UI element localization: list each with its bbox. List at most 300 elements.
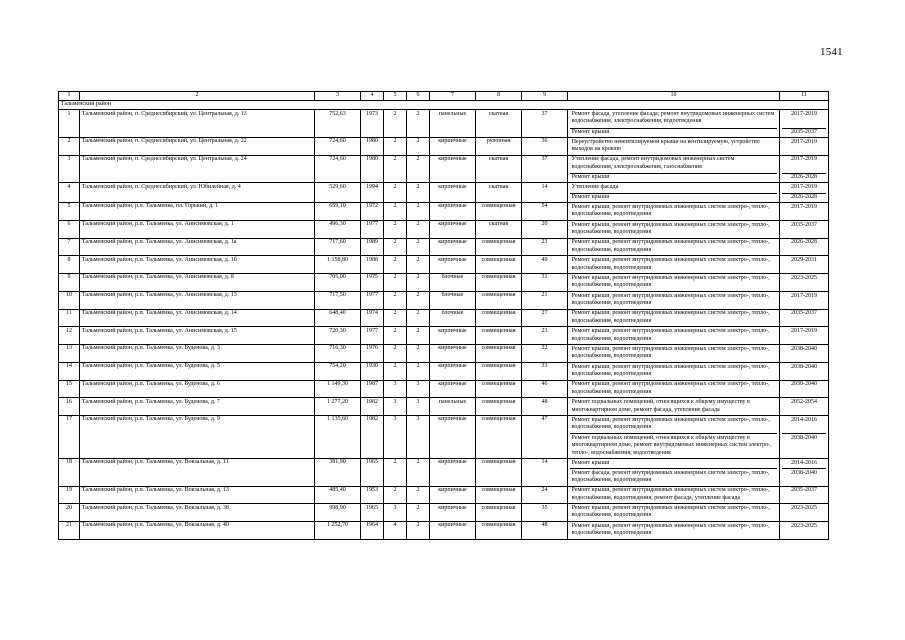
work-item: Ремонт фасада, ремонт внутридомовых инженерных систем электро-, тепло-, водоснабжения, водоотведения	[571, 469, 770, 483]
work-period: 2052-2054	[791, 399, 817, 406]
wall-material-cell: кирпичные	[430, 504, 476, 522]
area-cell: 1 135,60	[315, 416, 361, 459]
apartments-cell: 20	[522, 220, 568, 238]
entrances-cell: 2	[407, 183, 430, 203]
work-item: Ремонт крыши	[571, 194, 610, 201]
work-item: Ремонт крыши, ремонт внутридомовых инженерных систем электро-, тепло-, водоснабжения, водоотведения	[571, 310, 770, 324]
period-cell	[780, 458, 829, 486]
period-cell	[780, 238, 829, 256]
period-cell	[780, 203, 829, 221]
table-row	[59, 380, 829, 398]
floors-cell: 2	[384, 238, 407, 256]
row-number: 21	[59, 522, 80, 540]
address-cell: Тальменский район, р.п. Тальменка, ул. Буденова, д. 7	[80, 398, 315, 416]
table-row	[59, 183, 829, 203]
address-cell: Тальменский район, р.п. Тальменка, ул. Вокзальная, д. 40	[80, 522, 315, 540]
apartments-cell: 33	[522, 362, 568, 380]
wall-material-cell: кирпичные	[430, 183, 476, 203]
entrances-cell: 3	[407, 416, 430, 459]
period-cell	[780, 309, 829, 327]
apartments-cell: 14	[522, 458, 568, 486]
area-cell: 724,60	[315, 137, 361, 155]
row-number: 7	[59, 238, 80, 256]
address-cell: Тальменский район, р.п. Тальменка, ул. Анисимовская, д. 1	[80, 220, 315, 238]
work-period: 2014-2016	[782, 416, 826, 434]
address-cell: Тальменский район, р.п. Тальменка, пл. Горький, д. 1	[80, 203, 315, 221]
table-row	[59, 238, 829, 256]
row-number: 5	[59, 203, 80, 221]
entrances-cell: 2	[407, 486, 430, 504]
roof-type-cell: совмещенная	[476, 380, 522, 398]
period-cell	[780, 380, 829, 398]
work-period: 2038-2040	[791, 345, 817, 352]
work-period: 2017-2019	[782, 111, 826, 129]
apartments-cell: 47	[522, 416, 568, 459]
year-cell: 1977	[361, 291, 384, 309]
row-number: 8	[59, 256, 80, 274]
works-cell	[568, 345, 780, 363]
section-header-row	[59, 101, 829, 110]
roof-type-cell: скатная	[476, 183, 522, 203]
wall-material-cell: блочные	[430, 291, 476, 309]
wall-material-cell: панельные	[430, 398, 476, 416]
period-cell	[780, 256, 829, 274]
work-period: 2017-2019	[782, 184, 826, 194]
column-number: 7	[430, 92, 476, 101]
year-cell: 1930	[361, 362, 384, 380]
wall-material-cell: кирпичные	[430, 458, 476, 486]
entrances-cell: 2	[407, 137, 430, 155]
period-cell	[780, 398, 829, 416]
address-cell: Тальменский район, р.п. Тальменка, ул. Буденова, д. 5	[80, 362, 315, 380]
work-item: Ремонт крыши, ремонт внутридомовых инженерных систем электро-, тепло-, водоснабжения, водоотведения	[571, 257, 770, 271]
housing-register-table	[58, 91, 829, 540]
table-row	[59, 398, 829, 416]
wall-material-cell: блочные	[430, 274, 476, 292]
wall-material-cell: кирпичные	[430, 256, 476, 274]
area-cell: 1 158,80	[315, 256, 361, 274]
entrances-cell: 2	[407, 458, 430, 486]
column-number: 1	[59, 92, 80, 101]
apartments-cell: 27	[522, 309, 568, 327]
address-cell: Тальменский район, р.п. Тальменка, ул. Анисимовская, д. 13	[80, 291, 315, 309]
roof-type-cell: совмещенная	[476, 362, 522, 380]
floors-cell: 2	[384, 203, 407, 221]
work-period: 2035-2037	[791, 221, 817, 228]
area-cell: 752,63	[315, 110, 361, 138]
roof-type-cell: совмещенная	[476, 291, 522, 309]
work-period: 2023-2025	[791, 505, 817, 512]
work-period: 2023-2025	[791, 522, 817, 529]
work-item: Ремонт крыши, ремонт внутридомовых инженерных систем электро-, тепло-, водоснабжения, водоотведения	[571, 505, 770, 519]
floors-cell: 3	[384, 416, 407, 459]
table-row	[59, 345, 829, 363]
area-cell: 485,40	[315, 486, 361, 504]
roof-type-cell: совмещенная	[476, 458, 522, 486]
work-item: Ремонт крыши, ремонт внутридомовых инженерных систем электро-, тепло-, водоснабжения, водоотведения	[571, 522, 770, 537]
area-cell: 998,90	[315, 504, 361, 522]
area-cell: 381,90	[315, 458, 361, 486]
row-number: 11	[59, 309, 80, 327]
row-number: 13	[59, 345, 80, 363]
floors-cell: 2	[384, 220, 407, 238]
roof-type-cell: совмещенная	[476, 274, 522, 292]
roof-type-cell: совмещенная	[476, 238, 522, 256]
floors-cell: 2	[384, 458, 407, 486]
roof-type-cell: скатная	[476, 220, 522, 238]
wall-material-cell: кирпичные	[430, 522, 476, 540]
row-number: 9	[59, 274, 80, 292]
wall-material-cell: кирпичные	[430, 137, 476, 155]
work-item: Ремонт крыши	[571, 174, 610, 181]
work-item: Ремонт крыши, ремонт внутридомовых инженерных систем электро-, тепло-, водоснабжения, водоотведения	[571, 239, 770, 253]
period-cell	[780, 416, 829, 459]
roof-type-cell: совмещенная	[476, 327, 522, 345]
period-cell	[780, 504, 829, 522]
wall-material-cell: блочные	[430, 309, 476, 327]
roof-type-cell: совмещенная	[476, 416, 522, 459]
floors-cell: 2	[384, 309, 407, 327]
table-row	[59, 504, 829, 522]
section-title: Тальменский район	[59, 101, 829, 110]
table-row	[59, 203, 829, 221]
work-period: 2014-2016	[782, 459, 826, 469]
work-period: 2035-2037	[791, 487, 817, 494]
table-row	[59, 137, 829, 155]
address-cell: Тальменский район, р.п. Тальменка, ул. Анисимовская, д. 1а	[80, 238, 315, 256]
year-cell: 1977	[361, 220, 384, 238]
apartments-cell: 21	[522, 291, 568, 309]
entrances-cell: 3	[407, 380, 430, 398]
address-cell: Тальменский район, п. Среднесибирский, ул. Центральная, д. 13	[80, 110, 315, 138]
entrances-cell: 2	[407, 274, 430, 292]
year-cell: 1974	[361, 309, 384, 327]
year-cell: 1975	[361, 274, 384, 292]
work-period: 2026-2028	[791, 194, 817, 201]
works-cell	[568, 380, 780, 398]
roof-type-cell: совмещенная	[476, 203, 522, 221]
work-period: 2026-2028	[791, 239, 817, 246]
address-cell: Тальменский район, р.п. Тальменка, ул. Анисимовская, д. 1б	[80, 256, 315, 274]
work-item: Ремонт крыши, ремонт внутридомовых инженерных систем электро-, тепло-, водоснабжения, водоотведения	[571, 381, 770, 395]
work-period: 2038-2040	[791, 469, 817, 476]
floors-cell: 3	[384, 504, 407, 522]
works-cell	[568, 416, 780, 459]
work-item: Ремонт крыши	[571, 128, 610, 135]
year-cell: 1973	[361, 110, 384, 138]
floors-cell: 2	[384, 486, 407, 504]
column-number: 9	[522, 92, 568, 101]
area-cell: 1 252,70	[315, 522, 361, 540]
work-period: 2038-2040	[791, 434, 817, 441]
wall-material-cell: кирпичные	[430, 416, 476, 459]
address-cell: Тальменский район, р.п. Тальменка, ул. Вокзальная, д. 11	[80, 458, 315, 486]
column-number: 10	[568, 92, 780, 101]
work-item: Ремонт подвальных помещений, относящихся к общему имуществу в многоквартирном доме, ремонт фасада, утепление фасада	[571, 399, 750, 413]
works-cell	[568, 504, 780, 522]
works-cell	[568, 291, 780, 309]
works-cell	[568, 398, 780, 416]
address-cell: Тальменский район, п. Среднесибирский, ул. Центральная, д. 22	[80, 137, 315, 155]
work-item: Ремонт крыши, ремонт внутридомовых инженерных систем электро-, тепло-, водоснабжения, водоотведения	[571, 363, 770, 378]
floors-cell: 2	[384, 155, 407, 183]
work-period: 2035-2037	[791, 310, 817, 317]
year-cell: 1977	[361, 327, 384, 345]
work-period: 2017-2019	[791, 328, 817, 335]
address-cell: Тальменский район, р.п. Тальменка, ул. Буденова, д. 6	[80, 380, 315, 398]
apartments-cell: 23	[522, 327, 568, 345]
table-row	[59, 416, 829, 459]
area-cell: 496,30	[315, 220, 361, 238]
work-item: Ремонт подвальных помещений, относящихся к общему имуществу в многоквартирном доме, ремонт внутридомовых инженерных систем электро-, тепло-, водоснабжения, водоотведения	[571, 434, 772, 456]
year-cell: 1994	[361, 183, 384, 203]
period-cell	[780, 183, 829, 203]
work-item: Ремонт крыши, ремонт внутридомовых инженерных систем электро-, тепло-, водоснабжения, водоотведения	[571, 345, 770, 360]
row-number: 10	[59, 291, 80, 309]
address-cell: Тальменский район, р.п. Тальменка, ул. Вокзальная, д. 13	[80, 486, 315, 504]
year-cell: 1982	[361, 398, 384, 416]
table-row	[59, 362, 829, 380]
work-item: Ремонт фасада, утепление фасада; ремонт внутридомовых инженерных систем водоснабжения, электроснабжения, водоотведения	[570, 111, 777, 129]
roof-type-cell: совмещенная	[476, 309, 522, 327]
works-cell	[568, 183, 780, 203]
roof-type-cell: совмещенная	[476, 522, 522, 540]
period-cell	[780, 291, 829, 309]
address-cell: Тальменский район, п. Среднесибирский, ул. Центральная, д. 24	[80, 155, 315, 183]
floors-cell: 2	[384, 137, 407, 155]
address-cell: Тальменский район, р.п. Тальменка, ул. Буденова, д. 3	[80, 345, 315, 363]
work-item: Ремонт крыши, ремонт внутридомовых инженерных систем электро-, тепло-, водоснабжения, водоотведения	[571, 274, 770, 289]
apartments-cell: 46	[522, 380, 568, 398]
area-cell: 720,30	[315, 327, 361, 345]
works-cell	[568, 238, 780, 256]
column-number: 5	[384, 92, 407, 101]
address-cell: Тальменский район, п. Среднесибирский, ул. Юбилейная, д. 4	[80, 183, 315, 203]
works-cell	[568, 274, 780, 292]
table-row	[59, 220, 829, 238]
entrances-cell: 2	[407, 203, 430, 221]
column-number: 2	[80, 92, 315, 101]
wall-material-cell: кирпичные	[430, 220, 476, 238]
period-cell	[780, 327, 829, 345]
row-number: 4	[59, 183, 80, 203]
apartments-cell: 36	[522, 137, 568, 155]
address-cell: Тальменский район, р.п. Тальменка, ул. Анисимовская, д. 15	[80, 327, 315, 345]
entrances-cell: 2	[407, 522, 430, 540]
wall-material-cell: кирпичные	[430, 345, 476, 363]
year-cell: 1987	[361, 380, 384, 398]
address-cell: Тальменский район, р.п. Тальменка, ул. Вокзальная, д. 38	[80, 504, 315, 522]
wall-material-cell: кирпичные	[430, 327, 476, 345]
apartments-cell: 14	[522, 183, 568, 203]
works-cell	[568, 522, 780, 540]
apartments-cell: 37	[522, 155, 568, 183]
area-cell: 754,20	[315, 362, 361, 380]
roof-type-cell: скатная	[476, 110, 522, 138]
year-cell: 1980	[361, 137, 384, 155]
table-row	[59, 110, 829, 138]
floors-cell: 2	[384, 183, 407, 203]
year-cell: 1964	[361, 522, 384, 540]
area-cell: 648,40	[315, 309, 361, 327]
area-cell: 716,30	[315, 345, 361, 363]
entrances-cell: 2	[407, 345, 430, 363]
roof-type-cell: совмещенная	[476, 504, 522, 522]
roof-type-cell: совмещенная	[476, 345, 522, 363]
apartments-cell: 37	[522, 110, 568, 138]
table-row	[59, 274, 829, 292]
apartments-cell: 24	[522, 486, 568, 504]
work-period: 2017-2019	[791, 292, 817, 299]
row-number: 14	[59, 362, 80, 380]
row-number: 15	[59, 380, 80, 398]
works-cell	[568, 256, 780, 274]
roof-type-cell: скатная	[476, 155, 522, 183]
entrances-cell: 2	[407, 220, 430, 238]
period-cell	[780, 274, 829, 292]
entrances-cell: 2	[407, 256, 430, 274]
work-item: Ремонт крыши, ремонт внутридомовых инженерных систем электро-, тепло-, водоснабжения, водоотведения, ремонт фасада, утепление фасада	[571, 487, 770, 501]
work-period: 2023-2025	[791, 274, 817, 281]
year-cell: 1972	[361, 203, 384, 221]
row-number: 6	[59, 220, 80, 238]
wall-material-cell: кирпичные	[430, 238, 476, 256]
table-row	[59, 458, 829, 486]
work-item: Утепление фасада, ремонт внутридомовых инженерных систем водоснабжения, электроснабжения, газоснабжения	[570, 156, 777, 174]
apartments-cell: 54	[522, 203, 568, 221]
apartments-cell: 23	[522, 238, 568, 256]
column-number: 6	[407, 92, 430, 101]
work-item: Ремонт крыши, ремонт внутридомовых инженерных систем электро-, тепло-, водоснабжения, водоотведения	[571, 221, 770, 236]
column-number: 3	[315, 92, 361, 101]
wall-material-cell: кирпичные	[430, 362, 476, 380]
works-cell	[568, 327, 780, 345]
table-row	[59, 522, 829, 540]
area-cell: 1 149,30	[315, 380, 361, 398]
work-period: 2035-2037	[791, 128, 817, 135]
area-cell: 1 277,20	[315, 398, 361, 416]
roof-type-cell: совмещенная	[476, 486, 522, 504]
roof-type-cell: совмещенная	[476, 398, 522, 416]
floors-cell: 3	[384, 398, 407, 416]
apartments-cell: 49	[522, 256, 568, 274]
area-cell: 724,60	[315, 155, 361, 183]
apartments-cell: 48	[522, 398, 568, 416]
column-number: 4	[361, 92, 384, 101]
roof-type-cell: совмещенная	[476, 256, 522, 274]
entrances-cell: 2	[407, 291, 430, 309]
work-period: 2017-2019	[791, 138, 817, 145]
floors-cell: 2	[384, 274, 407, 292]
work-period: 2017-2019	[782, 156, 826, 174]
period-cell	[780, 110, 829, 138]
table-row	[59, 486, 829, 504]
year-cell: 1976	[361, 345, 384, 363]
row-number: 1	[59, 110, 80, 138]
page-number: 1541	[820, 46, 843, 58]
address-cell: Тальменский район, р.п. Тальменка, ул. Анисимовская, д. 8	[80, 274, 315, 292]
period-cell	[780, 220, 829, 238]
table-row	[59, 256, 829, 274]
entrances-cell: 2	[407, 362, 430, 380]
work-item: Ремонт крыши, ремонт внутридомовых инженерных систем электро-, тепло-, водоснабжения, водоотведения	[571, 328, 770, 342]
floors-cell: 3	[384, 380, 407, 398]
works-cell	[568, 362, 780, 380]
apartments-cell: 31	[522, 274, 568, 292]
works-cell	[568, 203, 780, 221]
table-row	[59, 309, 829, 327]
period-cell	[780, 155, 829, 183]
row-number: 2	[59, 137, 80, 155]
table-row	[59, 327, 829, 345]
floors-cell: 2	[384, 110, 407, 138]
table-row	[59, 155, 829, 183]
work-period: 2029-2031	[791, 257, 817, 264]
period-cell	[780, 486, 829, 504]
address-cell: Тальменский район, р.п. Тальменка, ул. Анисимовская, д. 14	[80, 309, 315, 327]
entrances-cell: 2	[407, 504, 430, 522]
apartments-cell: 48	[522, 522, 568, 540]
works-cell	[568, 110, 780, 138]
row-number: 20	[59, 504, 80, 522]
entrances-cell: 2	[407, 110, 430, 138]
row-number: 17	[59, 416, 80, 459]
year-cell: 1965	[361, 504, 384, 522]
entrances-cell: 2	[407, 238, 430, 256]
works-cell	[568, 458, 780, 486]
year-cell: 1982	[361, 416, 384, 459]
work-period: 2026-2028	[791, 174, 817, 181]
year-cell: 1988	[361, 256, 384, 274]
work-item: Ремонт крыши, ремонт внутридомовых инженерных систем электро-, тепло-, водоснабжения, водоотведения	[570, 416, 777, 434]
period-cell	[780, 362, 829, 380]
floors-cell: 2	[384, 362, 407, 380]
apartments-cell: 22	[522, 345, 568, 363]
wall-material-cell: кирпичные	[430, 486, 476, 504]
entrances-cell: 2	[407, 155, 430, 183]
entrances-cell: 3	[407, 398, 430, 416]
work-item: Переустройство невентилируемой крыши на вентилируемую, устройство выходов на кровлю	[571, 138, 760, 153]
apartments-cell: 35	[522, 504, 568, 522]
work-item: Ремонт крыши, ремонт внутридомовых инженерных систем электро-, тепло-, водоснабжения, водоотведения	[571, 203, 770, 218]
wall-material-cell: кирпичные	[430, 380, 476, 398]
row-number: 16	[59, 398, 80, 416]
year-cell: 1965	[361, 458, 384, 486]
work-item: Утепление фасада	[570, 184, 777, 194]
area-cell: 659,10	[315, 203, 361, 221]
entrances-cell: 2	[407, 327, 430, 345]
entrances-cell: 2	[407, 309, 430, 327]
year-cell: 1989	[361, 238, 384, 256]
works-cell	[568, 309, 780, 327]
floors-cell: 2	[384, 256, 407, 274]
area-cell: 529,60	[315, 183, 361, 203]
floors-cell: 4	[384, 522, 407, 540]
table-row	[59, 291, 829, 309]
floors-cell: 2	[384, 291, 407, 309]
address-cell: Тальменский район, р.п. Тальменка, ул. Буденова, д. 9	[80, 416, 315, 459]
floors-cell: 2	[384, 345, 407, 363]
works-cell	[568, 155, 780, 183]
row-number: 3	[59, 155, 80, 183]
work-item: Ремонт крыши	[570, 459, 777, 469]
works-cell	[568, 486, 780, 504]
floors-cell: 2	[384, 327, 407, 345]
row-number: 18	[59, 458, 80, 486]
wall-material-cell: кирпичные	[430, 203, 476, 221]
column-number-row	[59, 92, 829, 101]
work-period: 2038-2040	[791, 381, 817, 388]
